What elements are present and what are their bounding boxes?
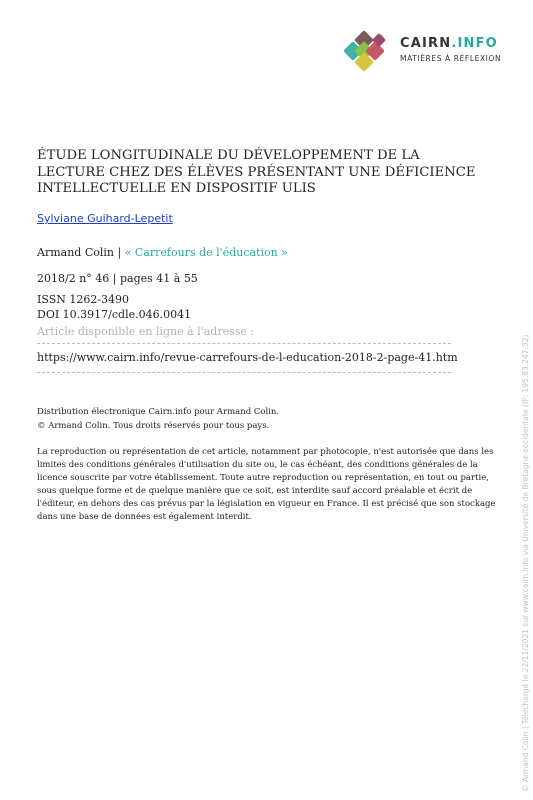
publisher-name: Armand Colin — [37, 246, 114, 259]
brand-name-main: CAIRN — [400, 36, 452, 51]
publisher-separator: | — [113, 246, 125, 259]
availability-label: Article disponible en ligne à l'adresse : — [37, 325, 255, 338]
issn: ISSN 1262-3490 — [37, 293, 130, 306]
brand-tagline: MATIÈRES À RÉFLEXION — [400, 54, 502, 63]
author-link[interactable]: Sylviane Guihard-Lepetit — [37, 212, 173, 225]
cairn-logo[interactable] — [338, 31, 508, 71]
brand-name — [400, 36, 501, 51]
legal-notice: La reproduction ou représentation de cet article, notamment par photocopie, n'est autorisée que dans les limites des conditions générales d'utilisation du site ou, le cas échéant, des conditions générales de la licence souscrite par votre établissement. Toute autre reproduction ou représentation, en tout ou partie, sous quelque forme et de quelque manière que ce soit, est interdite sauf accord préalable et écrit de l'éditeur, en dehors des cas prévus par la législation en vigueur en France. Il est précisé que son stockage dans une base de données est également interdit. — [37, 447, 496, 522]
doi: DOI 10.3917/cdle.046.0041 — [37, 308, 192, 321]
cairn-logo-mark — [338, 31, 390, 71]
divider-top — [37, 343, 451, 344]
download-side-note-text: © Armand Colin | Téléchargé le 22/11/2021 sur www.cairn.info via Université de Bretagne occidentale (IP: 195.83.247.32) — [521, 334, 530, 792]
logo-text — [400, 36, 501, 63]
issue-info: 2018/2 n° 46 | pages 41 à 55 — [37, 272, 198, 285]
distribution-notice — [37, 405, 279, 433]
brand-name-suffix: .INFO — [451, 36, 498, 51]
identifiers — [37, 292, 191, 322]
divider-bottom — [37, 372, 451, 373]
journal-link[interactable]: « Carrefours de l'éducation » — [124, 246, 288, 259]
distribution-line: Distribution électronique Cairn.info pour Armand Colin. — [37, 407, 280, 417]
article-url[interactable]: https://www.cairn.info/revue-carrefours-de-l-education-2018-2-page-41.htm — [37, 351, 458, 364]
article-title: ÉTUDE LONGITUDINALE DU DÉVELOPPEMENT DE LA LECTURE CHEZ DES ÉLÈVES PRÉSENTANT UNE DÉFICIENCE INTELLECTUELLE EN DISPOSITIF ULIS — [37, 148, 476, 196]
copyright-line: © Armand Colin. Tous droits réservés pour tous pays. — [37, 421, 270, 431]
publisher-line — [37, 246, 288, 259]
